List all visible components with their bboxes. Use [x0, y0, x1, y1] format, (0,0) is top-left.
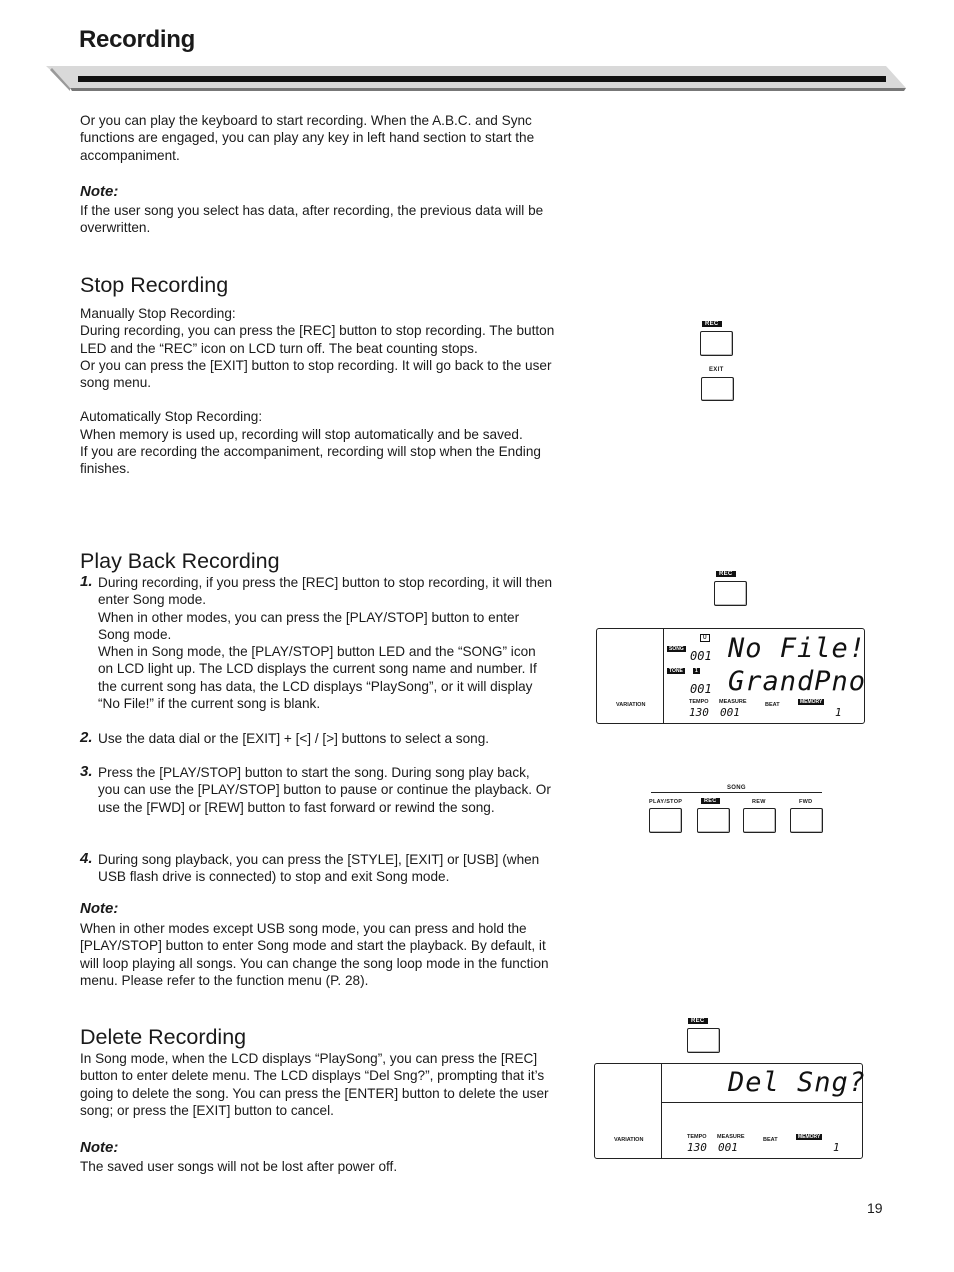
- manual-stop-text-1: During recording, you can press the [REC] button to stop recording. The button LED and the “REC” icon on LCD turn off. The beat counting stops.: [80, 323, 555, 356]
- song-rec-button-label: REC: [701, 798, 720, 804]
- page-number: 19: [867, 1200, 883, 1216]
- delete-recording-text: In Song mode, when the LCD displays “PlaySong”, you can press the [REC] button to enter delete menu. The LCD displays “Del Sng?”, prompting that it’s going to delete the song. You can press the [ENTER] button to delete the user song; or press the [EXIT] button to cancel.: [80, 1051, 549, 1118]
- fwd-button-label: FWD: [799, 799, 813, 805]
- beat-label: BEAT: [765, 702, 780, 708]
- rec-button-label: REC: [716, 571, 736, 577]
- song-name-display: No File!: [728, 633, 867, 664]
- user-flag: U: [700, 634, 710, 642]
- rec-button[interactable]: [687, 1028, 720, 1053]
- rew-button-label: REW: [752, 799, 766, 805]
- play-stop-button[interactable]: [649, 808, 682, 833]
- rew-button[interactable]: [743, 808, 776, 833]
- measure-value: 001: [718, 1141, 738, 1154]
- song-icon: SONG: [669, 646, 684, 652]
- rec-button[interactable]: [714, 581, 747, 606]
- tempo-value: 130: [687, 1141, 707, 1154]
- rec-button[interactable]: [700, 331, 733, 356]
- delete-recording-heading: Delete Recording: [80, 1025, 247, 1049]
- manual-stop-label: Manually Stop Recording:: [80, 306, 236, 321]
- step-2-number: 2.: [80, 729, 93, 746]
- step-4-number: 4.: [80, 850, 93, 867]
- manual-stop-text-2: Or you can press the [EXIT] button to stop recording. It will go back to the user song menu.: [80, 357, 552, 391]
- tempo-label: TEMPO: [687, 1134, 707, 1140]
- tone-name-display: GrandPno: [728, 666, 867, 697]
- lcd-row-divider: [662, 1102, 862, 1103]
- variation-label: VARIATION: [616, 702, 646, 708]
- measure-label: MEASURE: [717, 1134, 745, 1140]
- intro-paragraph: Or you can play the keyboard to start recording. When the A.B.C. and Sync functions are engaged, you can play any key in left hand section to start the accompaniment.: [80, 113, 535, 163]
- play-stop-button-label: PLAY/STOP: [649, 799, 683, 805]
- delete-prompt-display: Del Sng?: [728, 1067, 867, 1098]
- stop-recording-body: [80, 305, 555, 478]
- tone-flag: 1: [695, 668, 698, 674]
- step-3-text: Press the [PLAY/STOP] button to start the song. During song play back, you can use the [PLAY/STOP] button to pause or continue the playback. Or use the [FWD] or [REW] button to fast forward or rewind the song.: [98, 765, 551, 815]
- step-3-number: 3.: [80, 763, 93, 780]
- intro-note-text: If the user song you select has data, after recording, the previous data will be overwritten.: [80, 203, 544, 236]
- rec-button-label: REC: [702, 321, 722, 327]
- delete-note-label: Note:: [80, 1139, 119, 1156]
- tone-icon: TONE: [669, 668, 683, 674]
- song-group-label: SONG: [727, 785, 746, 791]
- play-back-heading: Play Back Recording: [80, 549, 280, 573]
- page-title: Recording: [79, 26, 195, 53]
- fwd-button[interactable]: [790, 808, 823, 833]
- beat-value: 1: [835, 706, 842, 719]
- tempo-value: 130: [689, 706, 709, 719]
- header-banner: [46, 64, 906, 92]
- intro-note-label: Note:: [80, 183, 119, 200]
- lcd-display-song: [596, 628, 865, 724]
- song-number: 001: [690, 649, 712, 663]
- memory-icon: MEMORY: [800, 699, 823, 705]
- step-2-text: Use the data dial or the [EXIT] + [<] / [>] buttons to select a song.: [98, 731, 490, 746]
- song-rec-button[interactable]: [697, 808, 730, 833]
- play-back-note-label: Note:: [80, 900, 119, 917]
- step-4-text: During song playback, you can press the [STYLE], [EXIT] or [USB] (when USB flash drive is connected) to stop and exit Song mode.: [98, 852, 540, 885]
- auto-stop-text-1: When memory is used up, recording will stop automatically and be saved.: [80, 426, 523, 442]
- memory-icon: MEMORY: [798, 1134, 821, 1140]
- auto-stop-label: Automatically Stop Recording:: [80, 409, 263, 425]
- play-back-note-text: When in other modes except USB song mode, you can press and hold the [PLAY/STOP] button to enter Song mode and start the playback. By default, it will loop playing all songs. You can change the song loop mode in the function menu. Please refer to the function menu (P. 28).: [80, 921, 549, 988]
- exit-button[interactable]: [701, 377, 734, 401]
- rec-button-label: REC: [688, 1018, 708, 1024]
- measure-value: 001: [720, 706, 740, 719]
- tone-number: 001: [690, 682, 712, 696]
- variation-label: VARIATION: [614, 1137, 644, 1143]
- step-1-text: During recording, if you press the [REC] button to stop recording, it will then enter Song mode. When in other modes, you can press the [PLAY/STOP] button to enter Song mode. When in Song mode, the [PLAY/STOP] button LED and the “SONG” icon on LCD light up. The LCD displays the current song name and number. If the current song has data, the LCD displays “PlaySong”, or it will display “No File!” if the current song is blank.: [98, 575, 553, 712]
- exit-button-label: EXIT: [709, 367, 724, 373]
- auto-stop-text-2: If you are recording the accompaniment, recording will stop when the Ending finishes.: [80, 444, 541, 477]
- song-group-line: [651, 792, 822, 793]
- lcd-display-delete: [594, 1063, 867, 1159]
- tempo-label: TEMPO: [689, 699, 709, 705]
- delete-note-text: The saved user songs will not be lost after power off.: [80, 1159, 398, 1174]
- step-1-number: 1.: [80, 573, 93, 590]
- beat-label: BEAT: [763, 1137, 778, 1143]
- stop-recording-heading: Stop Recording: [80, 273, 229, 297]
- beat-value: 1: [833, 1141, 840, 1154]
- measure-label: MEASURE: [719, 699, 747, 705]
